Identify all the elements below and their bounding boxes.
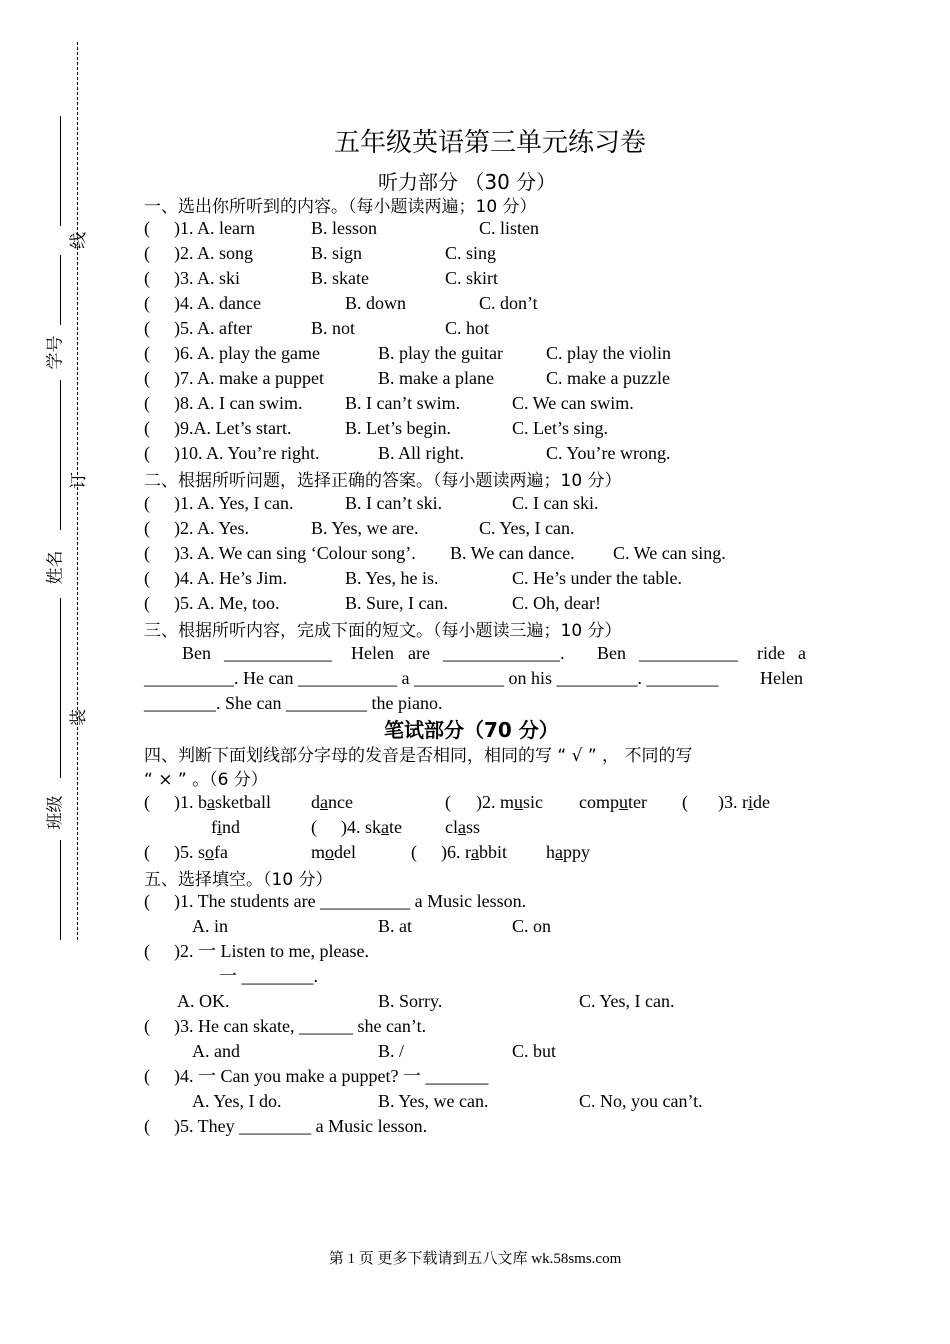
answer-paren[interactable]: ( xyxy=(144,891,150,911)
question-option-b: B. not xyxy=(311,318,356,338)
answer-paren[interactable]: ( xyxy=(144,393,150,413)
answer-paren[interactable]: ( xyxy=(144,243,150,263)
section-3-heading: 三、根据所听内容，完成下面的短文。（每小题读三遍；10 分） xyxy=(144,621,622,641)
answer-paren[interactable]: ( xyxy=(144,368,150,388)
margin-label-line: 线 xyxy=(69,232,89,249)
question-option-b: B. We can dance. xyxy=(450,543,575,563)
question-stem: )1. The students are __________ a Music lesson. xyxy=(174,891,527,911)
written-title: 笔试部分（70 分） xyxy=(384,718,559,742)
question-option-b: B. All right. xyxy=(378,443,465,463)
question-option-c: C. He’s under the table. xyxy=(512,568,682,588)
answer-paren[interactable]: ( xyxy=(144,268,150,288)
passage-blank[interactable]: ____________ xyxy=(224,643,332,663)
question-option-b: B. sign xyxy=(311,243,363,263)
question-option-a: )6. A. play the game xyxy=(174,343,320,363)
question-option-c: C. on xyxy=(512,916,552,936)
phonics-word: happy xyxy=(546,842,590,862)
question-option-b: B. Let’s begin. xyxy=(345,418,451,438)
phonics-word: find xyxy=(211,817,241,837)
margin-label-bind: 装 xyxy=(69,709,89,726)
margin-label-staple: 订 xyxy=(69,472,89,489)
phonics-word: )1. basketball xyxy=(174,792,271,812)
listening-title: 听力部分 （30 分） xyxy=(378,170,557,194)
question-option-a: )1. A. Yes, I can. xyxy=(174,493,294,513)
question-option-c: C. Let’s sing. xyxy=(512,418,609,438)
phonics-word: model xyxy=(311,842,357,862)
question-option-c: C. We can sing. xyxy=(613,543,726,563)
question-option-b: B. play the guitar xyxy=(378,343,503,363)
passage-line-3[interactable]: ________. She can _________ the piano. xyxy=(144,693,443,713)
margin-blank-line xyxy=(60,598,61,778)
question-option-b: B. make a plane xyxy=(378,368,494,388)
passage-word: are xyxy=(408,643,430,663)
question-option-a: )4. A. dance xyxy=(174,293,261,313)
question-option-a: )2. A. song xyxy=(174,243,254,263)
answer-paren[interactable]: ( xyxy=(144,318,150,338)
phonics-word: )5. sofa xyxy=(174,842,228,862)
question-option-a: A. in xyxy=(192,916,228,936)
passage-word: Ben xyxy=(182,643,211,663)
question-option-c: C. We can swim. xyxy=(512,393,634,413)
answer-paren[interactable]: ( xyxy=(144,941,150,961)
answer-paren[interactable]: ( xyxy=(311,817,317,837)
question-option-a: )1. A. learn xyxy=(174,218,255,238)
answer-paren[interactable]: ( xyxy=(144,792,150,812)
passage-blank[interactable]: ___________ xyxy=(639,643,738,663)
margin-blank-line xyxy=(60,840,61,940)
question-option-b: B. at xyxy=(378,916,412,936)
phonics-word: class xyxy=(445,817,481,837)
question-option-a: )4. A. He’s Jim. xyxy=(174,568,288,588)
answer-paren[interactable]: ( xyxy=(682,792,688,812)
question-option-a: A. OK. xyxy=(177,991,230,1011)
phonics-word: computer xyxy=(579,792,647,812)
answer-paren[interactable]: ( xyxy=(144,443,150,463)
section-4-heading: 四、判断下面划线部分字母的发音是否相同，相同的写 “ √ ” ， 不同的写 xyxy=(144,746,693,766)
passage-line-2[interactable]: __________. He can ___________ a __________ on his _________. ________ xyxy=(144,668,719,688)
passage-word: Helen xyxy=(760,668,803,688)
answer-paren[interactable]: ( xyxy=(144,593,150,613)
margin-label-student-id: 学号 xyxy=(45,335,66,370)
question-option-b: B. Yes, he is. xyxy=(345,568,439,588)
margin-label-class: 班级 xyxy=(45,795,66,830)
question-option-b: B. I can’t ski. xyxy=(345,493,443,513)
answer-paren[interactable]: ( xyxy=(144,293,150,313)
answer-paren[interactable]: ( xyxy=(144,218,150,238)
passage-word: Ben xyxy=(597,643,626,663)
phonics-word: )2. music xyxy=(476,792,543,812)
margin-blank-line xyxy=(60,380,61,530)
answer-paren[interactable]: ( xyxy=(144,418,150,438)
question-option-c: C. No, you can’t. xyxy=(579,1091,703,1111)
passage-blank[interactable]: _____________. xyxy=(443,643,565,663)
question-option-c: C. play the violin xyxy=(546,343,671,363)
question-option-a: )7. A. make a puppet xyxy=(174,368,324,388)
answer-paren[interactable]: ( xyxy=(411,842,417,862)
question-option-c: C. don’t xyxy=(479,293,538,313)
question-option-b: B. down xyxy=(345,293,407,313)
question-option-a: )5. A. after xyxy=(174,318,252,338)
question-option-a: )8. A. I can swim. xyxy=(174,393,303,413)
question-option-c: C. skirt xyxy=(445,268,499,288)
question-option-c: C. You’re wrong. xyxy=(546,443,671,463)
question-option-a: )9.A. Let’s start. xyxy=(174,418,292,438)
question-option-a: )2. A. Yes. xyxy=(174,518,250,538)
margin-label-name: 姓名 xyxy=(45,550,66,585)
question-option-b: B. Yes, we are. xyxy=(311,518,419,538)
phonics-word: )3. ride xyxy=(718,792,771,812)
answer-paren[interactable]: ( xyxy=(445,792,451,812)
answer-paren[interactable]: ( xyxy=(144,1116,150,1136)
question-response: 一 ________. xyxy=(219,966,318,986)
question-option-c: C. I can ski. xyxy=(512,493,599,513)
phonics-word: )4. skate xyxy=(341,817,402,837)
section-2-heading: 二、根据所听问题，选择正确的答案。（每小题读两遍；10 分） xyxy=(144,471,622,491)
question-option-b: B. Sure, I can. xyxy=(345,593,448,613)
section-1-heading: 一、选出你所听到的内容。（每小题读两遍；10 分） xyxy=(144,197,537,217)
passage-word: a xyxy=(798,643,806,663)
answer-paren[interactable]: ( xyxy=(144,842,150,862)
question-option-c: C. sing xyxy=(445,243,497,263)
question-option-c: C. make a puzzle xyxy=(546,368,670,388)
binding-dashed-line xyxy=(77,42,78,940)
section-4-heading-cont: “ × ” 。（6 分） xyxy=(144,770,268,790)
question-option-b: B. I can’t swim. xyxy=(345,393,461,413)
page-title: 五年级英语第三单元练习卷 xyxy=(333,128,646,158)
answer-paren[interactable]: ( xyxy=(144,1066,150,1086)
passage-word: Helen xyxy=(351,643,394,663)
question-option-b: B. skate xyxy=(311,268,369,288)
passage-word: ride xyxy=(757,643,785,663)
answer-paren[interactable]: ( xyxy=(144,543,150,563)
question-option-a: A. Yes, I do. xyxy=(192,1091,282,1111)
question-option-a: )10. A. You’re right. xyxy=(174,443,320,463)
question-option-c: C. Yes, I can. xyxy=(479,518,575,538)
question-option-b: B. / xyxy=(378,1041,405,1061)
page-footer: 第 1 页 更多下载请到五八文库 wk.58sms.com xyxy=(328,1251,622,1267)
question-stem: )4. 一 Can you make a puppet? 一 _______ xyxy=(174,1066,489,1086)
question-option-a: )3. A. We can sing ‘Colour song’. xyxy=(174,543,416,563)
question-option-b: B. Sorry. xyxy=(378,991,443,1011)
answer-paren[interactable]: ( xyxy=(144,493,150,513)
question-stem: )2. 一 Listen to me, please. xyxy=(174,941,369,961)
question-option-a: )3. A. ski xyxy=(174,268,241,288)
answer-paren[interactable]: ( xyxy=(144,1016,150,1036)
answer-paren[interactable]: ( xyxy=(144,568,150,588)
question-option-c: C. hot xyxy=(445,318,490,338)
section-5-heading: 五、选择填空。（10 分） xyxy=(144,870,333,890)
question-option-b: B. Yes, we can. xyxy=(378,1091,489,1111)
margin-blank-line xyxy=(60,255,61,325)
phonics-word: dance xyxy=(311,792,353,812)
question-option-b: B. lesson xyxy=(311,218,378,238)
question-option-c: C. Oh, dear! xyxy=(512,593,601,613)
question-option-a: A. and xyxy=(192,1041,240,1061)
question-stem: )5. They ________ a Music lesson. xyxy=(174,1116,428,1136)
question-option-c: C. but xyxy=(512,1041,557,1061)
question-option-c: C. listen xyxy=(479,218,540,238)
question-option-a: )5. A. Me, too. xyxy=(174,593,280,613)
answer-paren[interactable]: ( xyxy=(144,343,150,363)
question-stem: )3. He can skate, ______ she can’t. xyxy=(174,1016,427,1036)
question-option-c: C. Yes, I can. xyxy=(579,991,675,1011)
answer-paren[interactable]: ( xyxy=(144,518,150,538)
phonics-word: )6. rabbit xyxy=(441,842,508,862)
